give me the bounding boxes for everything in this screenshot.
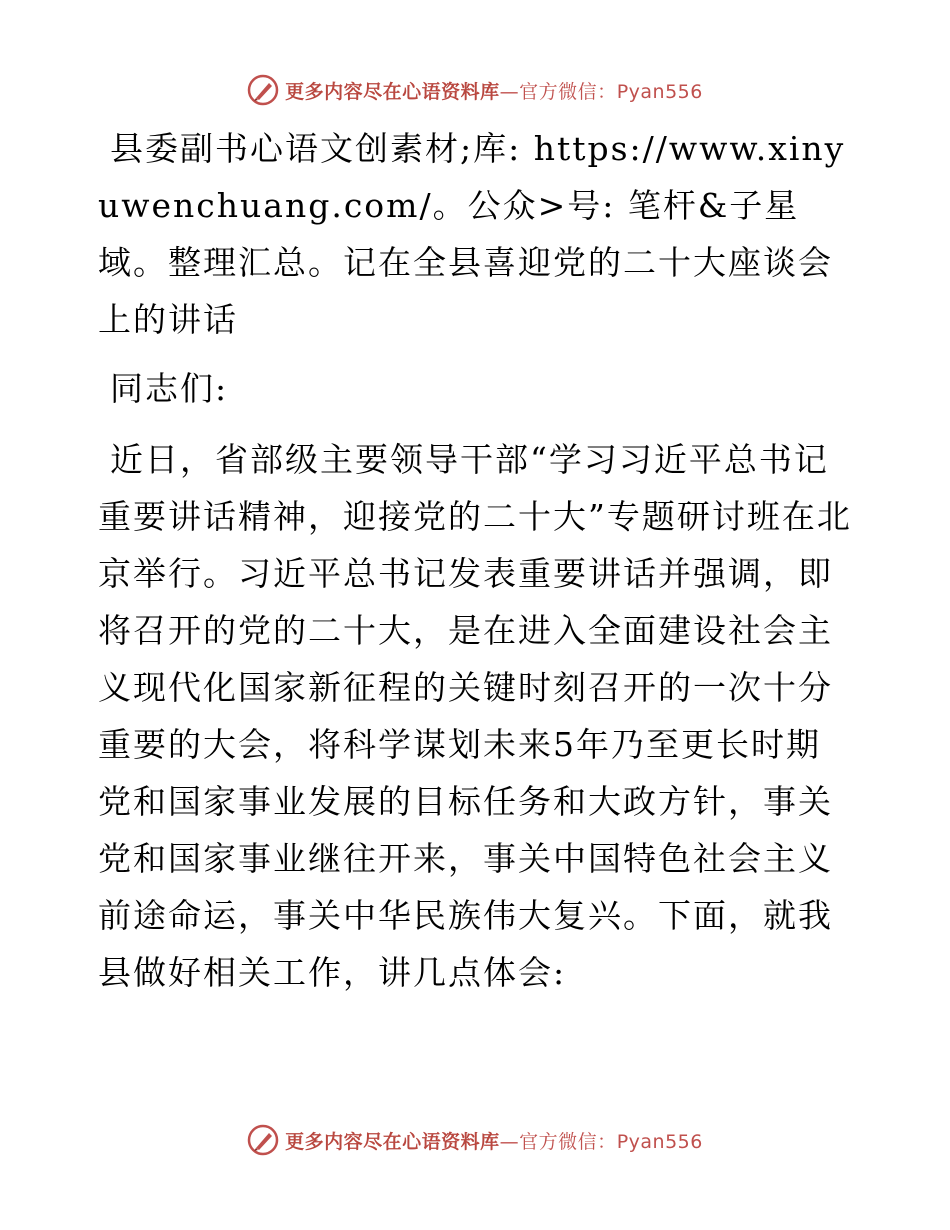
banner-dash: — — [499, 1130, 520, 1153]
banner-wechat-label: 官方微信： — [519, 80, 617, 103]
banner-wechat-label: 官方微信： — [519, 1130, 617, 1153]
document-title — [98, 120, 853, 348]
body-paragraph — [98, 431, 853, 1001]
banner-library-text: 更多内容尽在心语资料库 — [285, 1130, 500, 1153]
document-body — [98, 120, 853, 1001]
banner-wechat-handle: Pyan556 — [616, 1130, 703, 1153]
banner-text — [285, 1127, 703, 1154]
quill-pen-icon — [247, 74, 279, 106]
footer-banner — [0, 1120, 950, 1160]
quill-pen-icon — [247, 1124, 279, 1156]
header-banner — [0, 70, 950, 110]
greeting-text: 同志们: — [110, 369, 229, 408]
banner-dash: — — [499, 80, 520, 103]
banner-wechat-handle: Pyan556 — [616, 80, 703, 103]
greeting — [98, 360, 853, 417]
document-title-text: 县委副书心语文创素材;库: https://www.xinyuwenchuang.com/。公众>号: 笔杆&子星域。整理汇总。记在全县喜迎党的二十大座谈会上的讲话 — [98, 129, 846, 339]
banner-library-text: 更多内容尽在心语资料库 — [285, 80, 500, 103]
body-paragraph-text: 近日，省部级主要领导干部“学习习近平总书记重要讲话精神，迎接党的二十大”专题研讨班在北京举行。习近平总书记发表重要讲话并强调，即将召开的党的二十大，是在进入全面建设社会主义现代化国家新征程的关键时刻召开的一次十分重要的大会，将科学谋划未来5年乃至更长时期党和国家事业发展的目标任务和大政方针，事关党和国家事业继往开来，事关中国特色社会主义前途命运，事关中华民族伟大复兴。下面，就我县做好相关工作，讲几点体会: — [98, 440, 852, 992]
banner-text — [285, 77, 703, 104]
